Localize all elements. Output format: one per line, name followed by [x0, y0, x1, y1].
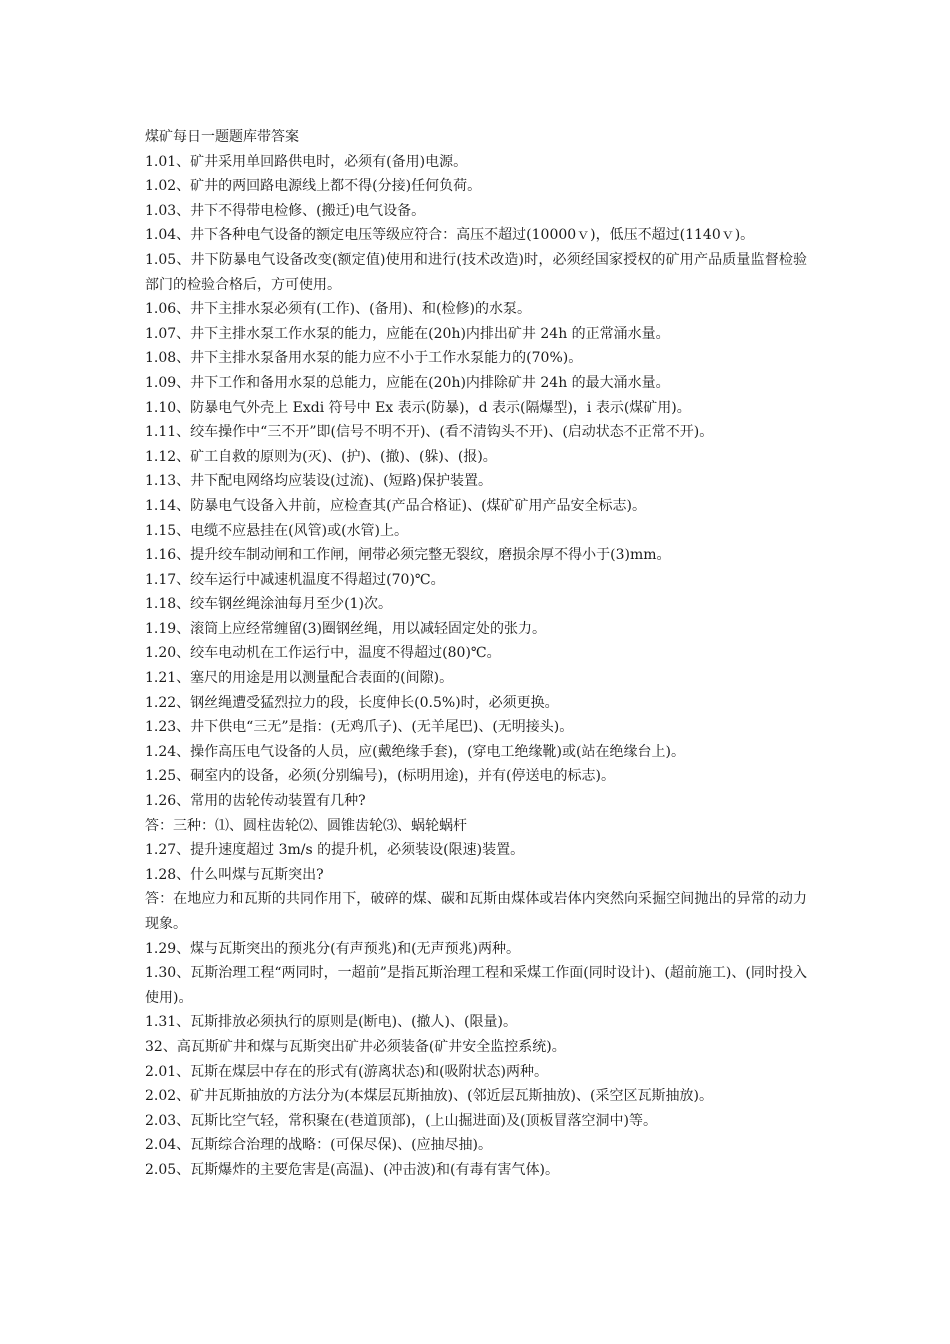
- question-line: 1.06、井下主排水泵必须有(工作)、(备用)、和(检修)的水泵。: [145, 301, 531, 318]
- question-line: 2.05、瓦斯爆炸的主要危害是(高温)、(冲击波)和(有毒有害气体)。: [145, 1161, 559, 1178]
- question-line: 1.29、煤与瓦斯突出的预兆分(有声预兆)和(无声预兆)两种。: [145, 940, 521, 957]
- question-line: 1.16、提升绞车制动闸和工作闸，闸带必须完整无裂纹，磨损余厚不得小于(3)mm。: [145, 547, 671, 564]
- question-line: 1.21、塞尺的用途是用以测量配合表面的(间隙)。: [145, 670, 454, 687]
- question-line: 1.02、矿井的两回路电源线上都不得(分接)任何负荷。: [145, 178, 482, 195]
- question-line: 1.26、常用的齿轮传动装置有几种?: [145, 793, 366, 810]
- question-line: 1.31、瓦斯排放必须执行的原则是(断电)、(撤人)、(限量)。: [145, 1014, 517, 1031]
- question-line: 1.12、矿工自救的原则为(灭)、(护)、(撤)、(躲)、(报)。: [145, 448, 497, 465]
- document-body: [145, 125, 807, 1183]
- question-line: 2.04、瓦斯综合治理的战略：(可保尽保)、(应抽尽抽)。: [145, 1137, 493, 1154]
- question-line: 1.23、井下供电“三无”是指：(无鸡爪子)、(无羊尾巴)、(无明接头)。: [145, 719, 574, 736]
- question-line: 1.05、井下防暴电气设备改变(额定值)使用和进行(技术改造)时，必须经国家授权的矿用产品质量监督检验部门的检验合格后，方可使用。: [145, 251, 807, 293]
- question-line: 1.07、井下主排水泵工作水泵的能力，应能在(20h)内排出矿井 24h 的正常涌水量。: [145, 325, 670, 342]
- question-line: 2.03、瓦斯比空气轻，常积聚在(巷道顶部)，(上山掘进面)及(顶板冒落空洞中)等。: [145, 1112, 657, 1129]
- question-line: 1.03、井下不得带电检修、(搬迁)电气设备。: [145, 202, 426, 219]
- question-line: 32、高瓦斯矿井和煤与瓦斯突出矿井必须装备(矿井安全监控系统)。: [145, 1038, 566, 1055]
- question-line: 1.09、井下工作和备用水泵的总能力，应能在(20h)内排除矿井 24h 的最大涌水量。: [145, 374, 670, 391]
- question-line: 1.04、井下各种电气设备的额定电压等级应符合：高压不超过(10000ｖ)，低压不超过(1140ｖ)。: [145, 227, 755, 244]
- question-line: 1.20、绞车电动机在工作运行中，温度不得超过(80)℃。: [145, 645, 501, 662]
- question-line: 1.17、绞车运行中减速机温度不得超过(70)℃。: [145, 571, 445, 588]
- document-title: 煤矿每日一题题库带答案: [145, 129, 299, 145]
- question-line: 1.15、电缆不应悬挂在(风管)或(水管)上。: [145, 522, 409, 539]
- question-line: 1.24、操作高压电气设备的人员，应(戴绝缘手套)，(穿电工绝缘靴)或(站在绝缘台上)。: [145, 743, 685, 760]
- question-line: 2.02、矿井瓦斯抽放的方法分为(本煤层瓦斯抽放)、(邻近层瓦斯抽放)、(采空区瓦斯抽放)。: [145, 1088, 713, 1105]
- question-line: 1.01、矿井采用单回路供电时，必须有(备用)电源。: [145, 153, 468, 170]
- question-line: 1.27、提升速度超过 3m/s 的提升机，必须装设(限速)装置。: [145, 842, 525, 859]
- question-line: 1.30、瓦斯治理工程“两同时，一超前”是指瓦斯治理工程和采煤工作面(同时设计)、(超前施工)、(同时投入使用)。: [145, 965, 807, 1006]
- question-line: 1.10、防暴电气外壳上 Exdi 符号中 Ex 表示(防暴)，d 表示(隔爆型)，i 表示(煤矿用)。: [145, 399, 691, 416]
- question-line: 1.28、什么叫煤与瓦斯突出?: [145, 866, 324, 883]
- answer-line: 答：三种：⑴、圆柱齿轮⑵、圆锥齿轮⑶、蜗轮蜗杆: [145, 817, 467, 834]
- question-line: 1.25、硐室内的设备，必须(分别编号)，(标明用途)，并有(停送电的标志)。: [145, 768, 615, 785]
- question-line: 1.11、绞车操作中“三不开”即(信号不明不开)、(看不清钩头不开)、(启动状态不正常不开)。: [145, 424, 714, 441]
- question-line: 1.08、井下主排水泵备用水泵的能力应不小于工作水泵能力的(70%)。: [145, 350, 583, 367]
- question-line: 1.18、绞车钢丝绳涂油每月至少(1)次。: [145, 596, 393, 613]
- question-line: 1.13、井下配电网络均应装设(过流)、(短路)保护装置。: [145, 473, 493, 490]
- question-line: 1.14、防暴电气设备入井前，应检查其(产品合格证)、(煤矿矿用产品安全标志)。: [145, 497, 647, 514]
- question-line: 2.01、瓦斯在煤层中存在的形式有(游离状态)和(吸附状态)两种。: [145, 1063, 549, 1080]
- answer-line: 答：在地应力和瓦斯的共同作用下，破碎的煤、碳和瓦斯由煤体或岩体内突然向采掘空间抛出的异常的动力现象。: [145, 891, 807, 932]
- question-line: 1.22、钢丝绳遭受猛烈拉力的段，长度伸长(0.5%)时，必须更换。: [145, 694, 559, 711]
- question-line: 1.19、滚筒上应经常缠留(3)圈钢丝绳，用以减轻固定处的张力。: [145, 620, 547, 637]
